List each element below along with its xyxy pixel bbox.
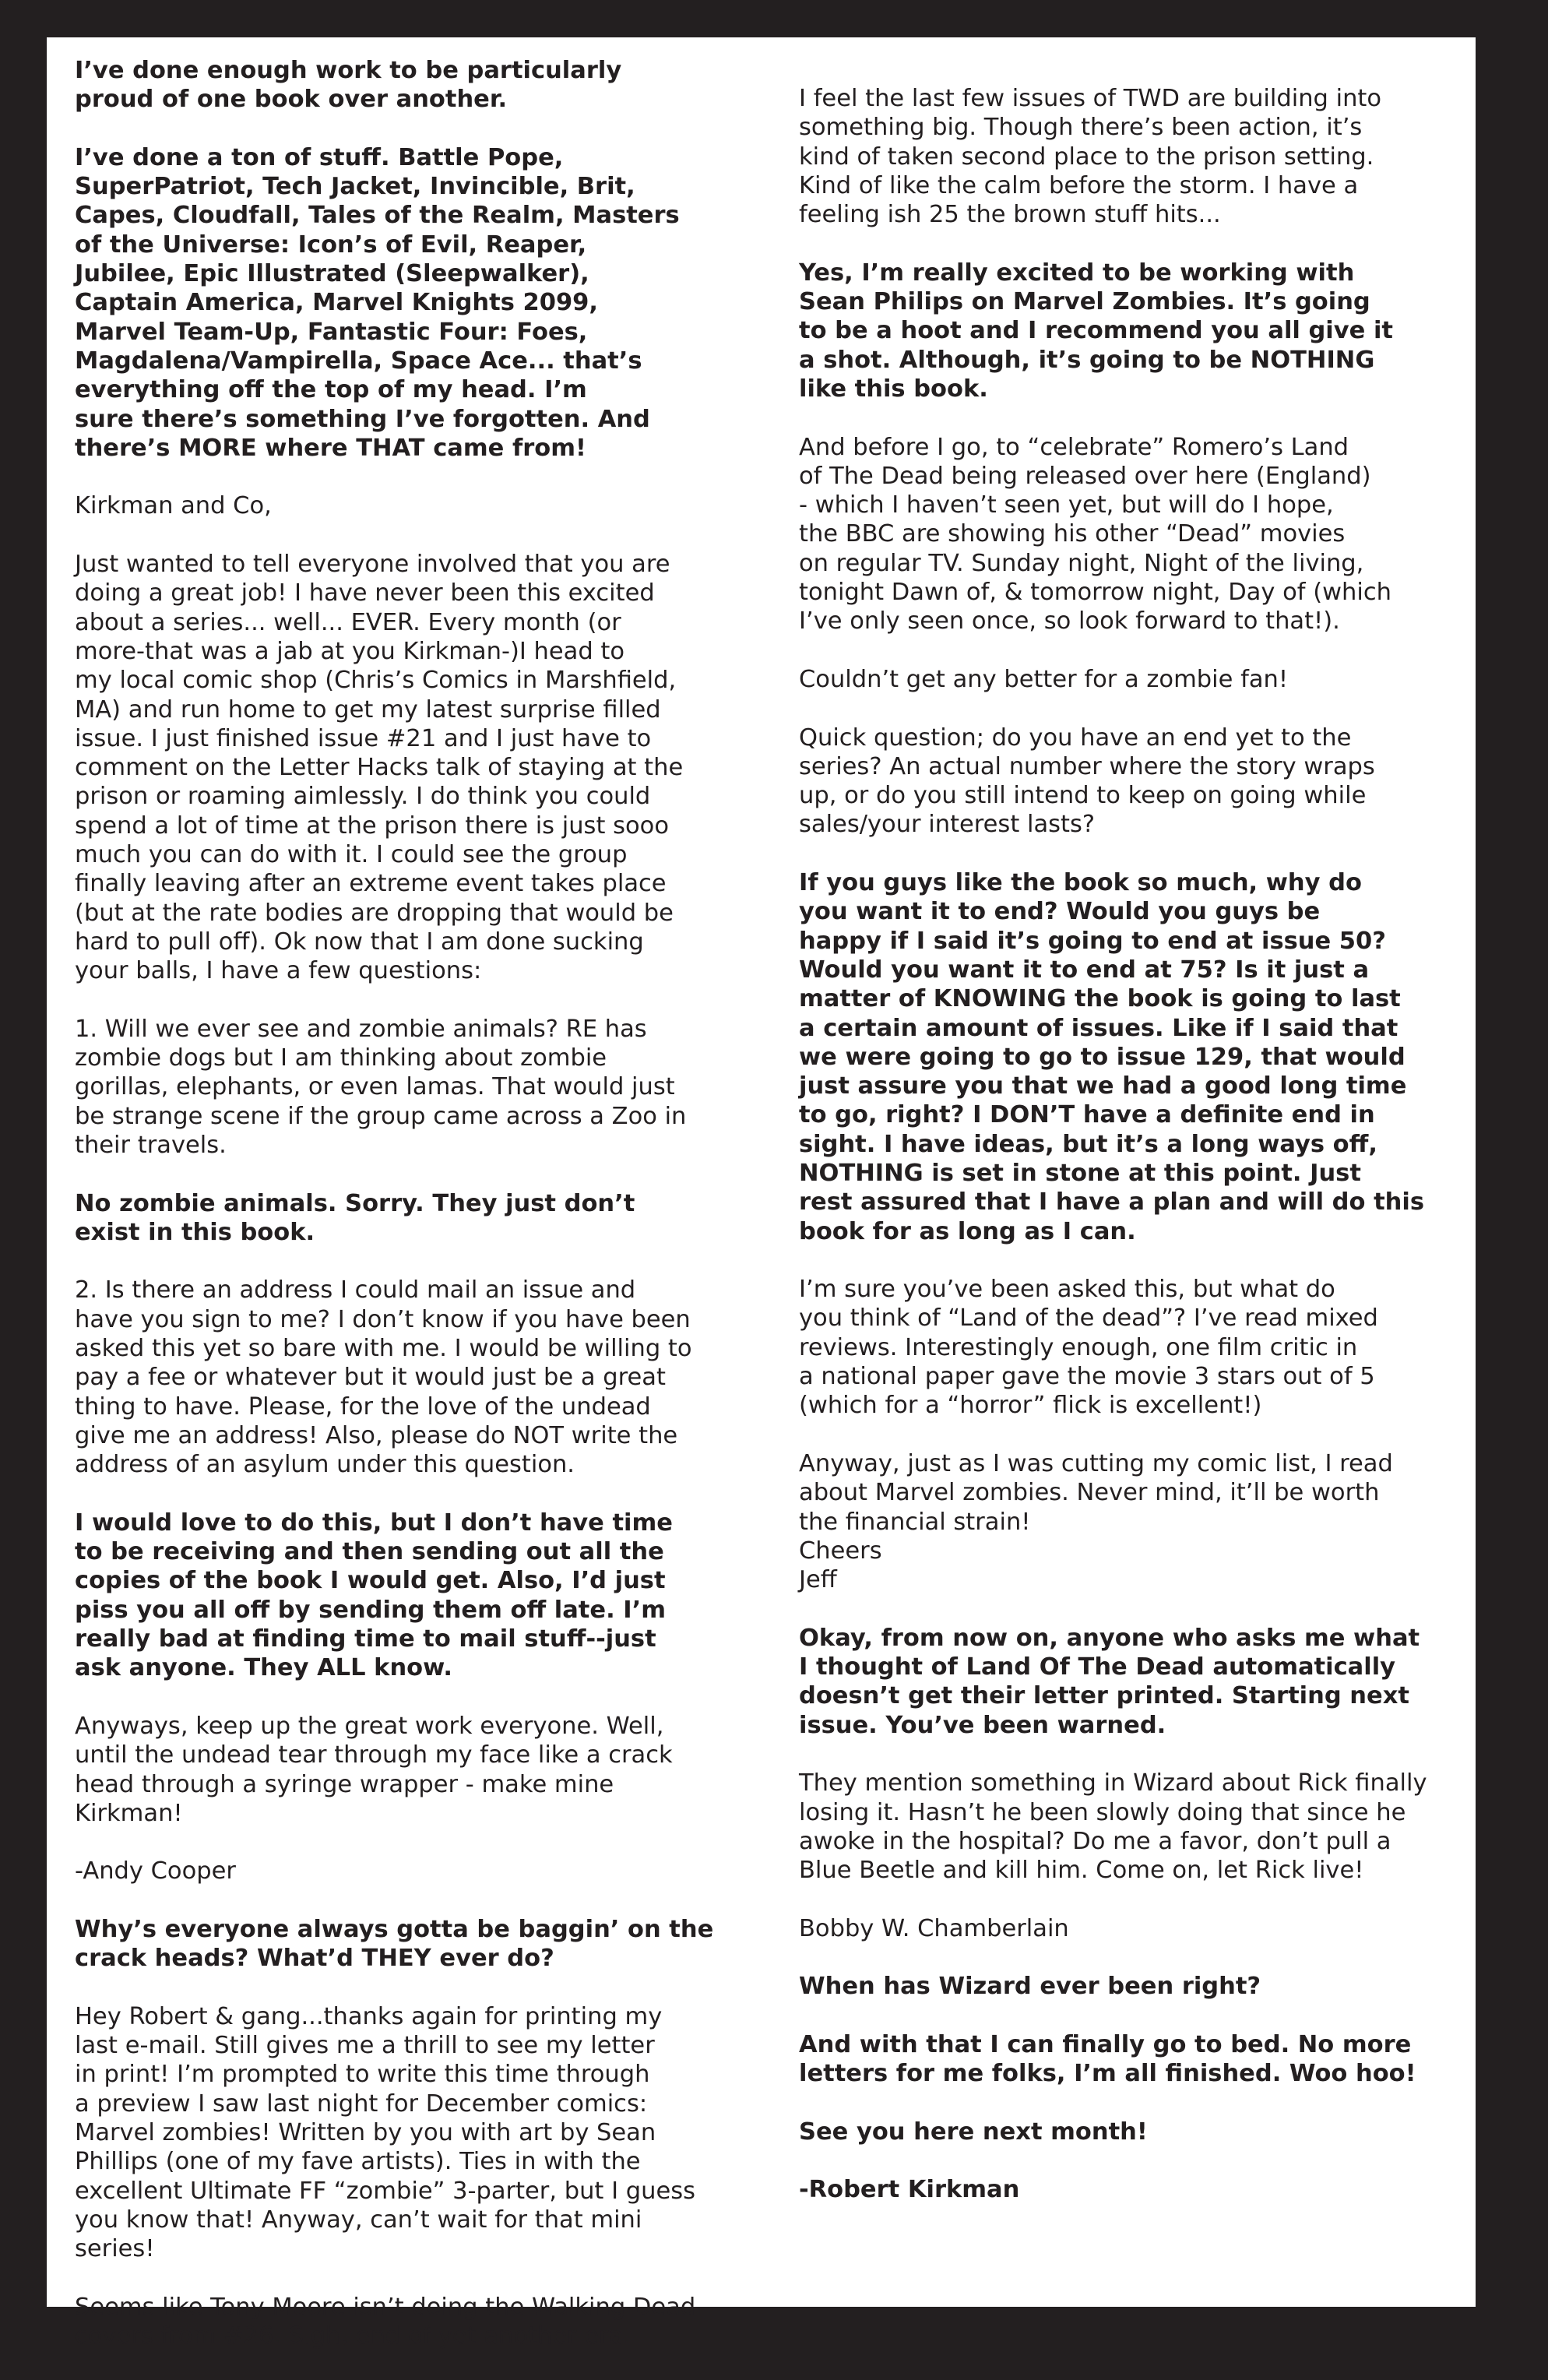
letter-paragraph: Just wanted to tell everyone involved that you are doing a great job! I have never been this excited about a series... well... EVER. Every month (or more-that was a jab at you Kirkman-)I head to my local comic shop (Chris’s Comics in Marshfield, MA) and run home to get my latest surprise filled issue. I just finished issue #21 and I just have to comment on the Letter Hacks talk of staying at the prison or roaming aimlessly. I do think you could spend a lot of time at the prison there is just sooo much you can do with it. I could see the group finally leaving after an extreme event takes place (but at the rate bodies are dropping that would be hard to pull off). Ok now that I am done sucking your balls, I have a few questions: xyxy=(75,551,684,985)
reply-paragraph: Okay, from now on, anyone who asks me what I thought of Land Of The Dead automatically doesn’t get their letter printed. Starting next issue. You’ve been warned. xyxy=(799,1624,1420,1739)
left-column xyxy=(75,56,752,2350)
reply-paragraph: I’ve done enough work to be particularly proud of one book over another. xyxy=(75,57,622,114)
reply-paragraph: Yes, I’m really excited to be working with Sean Philips on Marvel Zombies. It’s going to be a hoot and I recommend you all give it a shot. Although, it’s going to be NOTHING like this book. xyxy=(799,259,1393,403)
letter-paragraph: They mention something in Wizard about Rick finally losing it. Hasn’t he been slowly doing that since he awoke in the hospital? Do me a favor, don’t pull a Blue Beetle and kill him. Come on, let Rick live! xyxy=(799,1769,1427,1885)
letter-paragraph: Quick question; do you have an end yet to the series? An actual number where the story wraps up, or do you still intend to keep on going while sales/your interest lasts? xyxy=(799,724,1375,839)
reply-paragraph: When has Wizard ever been right? xyxy=(799,1973,1261,2001)
letter-paragraph: And before I go, to “celebrate” Romero’s Land of The Dead being released over here (England) - which I haven’t seen yet, but will do I hope, the BBC are showing his other “Dead” movies on regular TV. Sunday night, Night of the living, tonight Dawn of, & tomorrow night, Day of (which I’ve only seen once, so look forward to that!). xyxy=(799,433,1391,635)
reply-paragraph: I would love to do this, but I don’t have time to be receiving and then sending out all the copies of the book I would get. Also, I’d just piss you all off by sending them off late. I’m really bad at finding time to mail stuff--just ask anyone. They ALL know. xyxy=(75,1509,673,1682)
reply-paragraph: See you here next month! xyxy=(799,2118,1148,2146)
letter-paragraph: I’m sure you’ve been asked this, but what do you think of “Land of the dead”? I’ve read mixed reviews. Interestingly enough, one film critic in a national paper gave the movie 3 stars out of 5 (which for a “horror” flick is excellent!) xyxy=(799,1276,1378,1420)
letter-paragraph: 2. Is there an address I could mail an issue and have you sign to me? I don’t know if you have been asked this yet so bare with me. I would be willing to pay a fee or whatever but it would just be a great thing to have. Please, for the love of the undead give me an address! Also, please do NOT write the address of an asylum under this question. xyxy=(75,1276,692,1479)
letter-paragraph: Kirkman and Co, xyxy=(75,492,272,520)
letter-paragraph: Seems like Tony Moore isn’t doing the Walking Dead covers from #26. Sigh, end of yet another era. xyxy=(75,2293,696,2350)
letter-signature: Bobby W. Chamberlain xyxy=(799,1914,1069,1942)
reply-paragraph: I’ve done a ton of stuff. Battle Pope, SuperPatriot, Tech Jacket, Invincible, Brit, Capes, Cloudfall, Tales of the Realm, Masters of the Universe: Icon’s of Evil, Reaper, Jubilee, Epic Illustrated (Sleepwalker), Captain America, Marvel Knights 2099, Marvel Team-Up, Fantastic Four: Foes, Magdalena/Vampirella, Space Ace... that’s everything off the top of my head. I’m sure there’s something I’ve forgotten. And there’s MORE where THAT came from! xyxy=(75,143,680,462)
letter-paragraph: I feel the last few issues of TWD are building into something big. Though there’s been action, it’s kind of taken second place to the prison setting. Kind of like the calm before the storm. I have a feeling ish 25 the brown stuff hits... xyxy=(799,85,1382,229)
letter-paragraph: Couldn’t get any better for a zombie fan! xyxy=(799,665,1289,693)
reply-paragraph: No zombie animals. Sorry. They just don’t exist in this book. xyxy=(75,1189,635,1246)
letter-paragraph: Anyway, just as I was cutting my comic list, I read about Marvel zombies. Never mind, it’ll be worth the financial strain! Cheers Jeff xyxy=(799,1449,1393,1594)
letters-page xyxy=(47,37,1476,2350)
letter-paragraph: Anyways, keep up the great work everyone. Well, until the undead tear through my face like a crack head through a syringe wrapper - make mine Kirkman! xyxy=(75,1712,673,1827)
letter-paragraph: Hey Robert & gang...thanks again for printing my last e-mail. Still gives me a thrill to see my letter in print! I’m prompted to write this time through a preview I saw last night for December comics: Marvel zombies! Written by you with art by Sean Phillips (one of my fave artists). Ties in with the excellent Ultimate FF “zombie” 3-parter, but I guess you know that! Anyway, can’t wait for that mini series! xyxy=(75,2002,696,2263)
right-column xyxy=(799,84,1469,2205)
editor-signature: -Robert Kirkman xyxy=(799,2176,1020,2204)
letter-signature: -Andy Cooper xyxy=(75,1857,236,1885)
reply-paragraph: Why’s everyone always gotta be baggin’ on the crack heads? What’d THEY ever do? xyxy=(75,1916,714,1973)
reply-paragraph: And with that I can finally go to bed. No more letters for me folks, I’m all finished. Woo hoo! xyxy=(799,2030,1416,2088)
reply-paragraph: If you guys like the book so much, why do you want it to end? Would you guys be happy if I said it’s going to end at issue 50? Would you want it to end at 75? Is it just a matter of KNOWING the book is going to last a certain amount of issues. Like if I said that we were going to go to issue 129, that would just assure you that we had a good long time to go, right? I DON’T have a definite end in sight. I have ideas, but it’s a long ways off, NOTHING is set in stone at this point. Just rest assured that I have a plan and will do this book for as long as I can. xyxy=(799,869,1424,1245)
letter-paragraph: 1. Will we ever see and zombie animals? RE has zombie dogs but I am thinking about zombie gorillas, elephants, or even lamas. That would just be strange scene if the group came across a Zoo in their travels. xyxy=(75,1015,687,1159)
